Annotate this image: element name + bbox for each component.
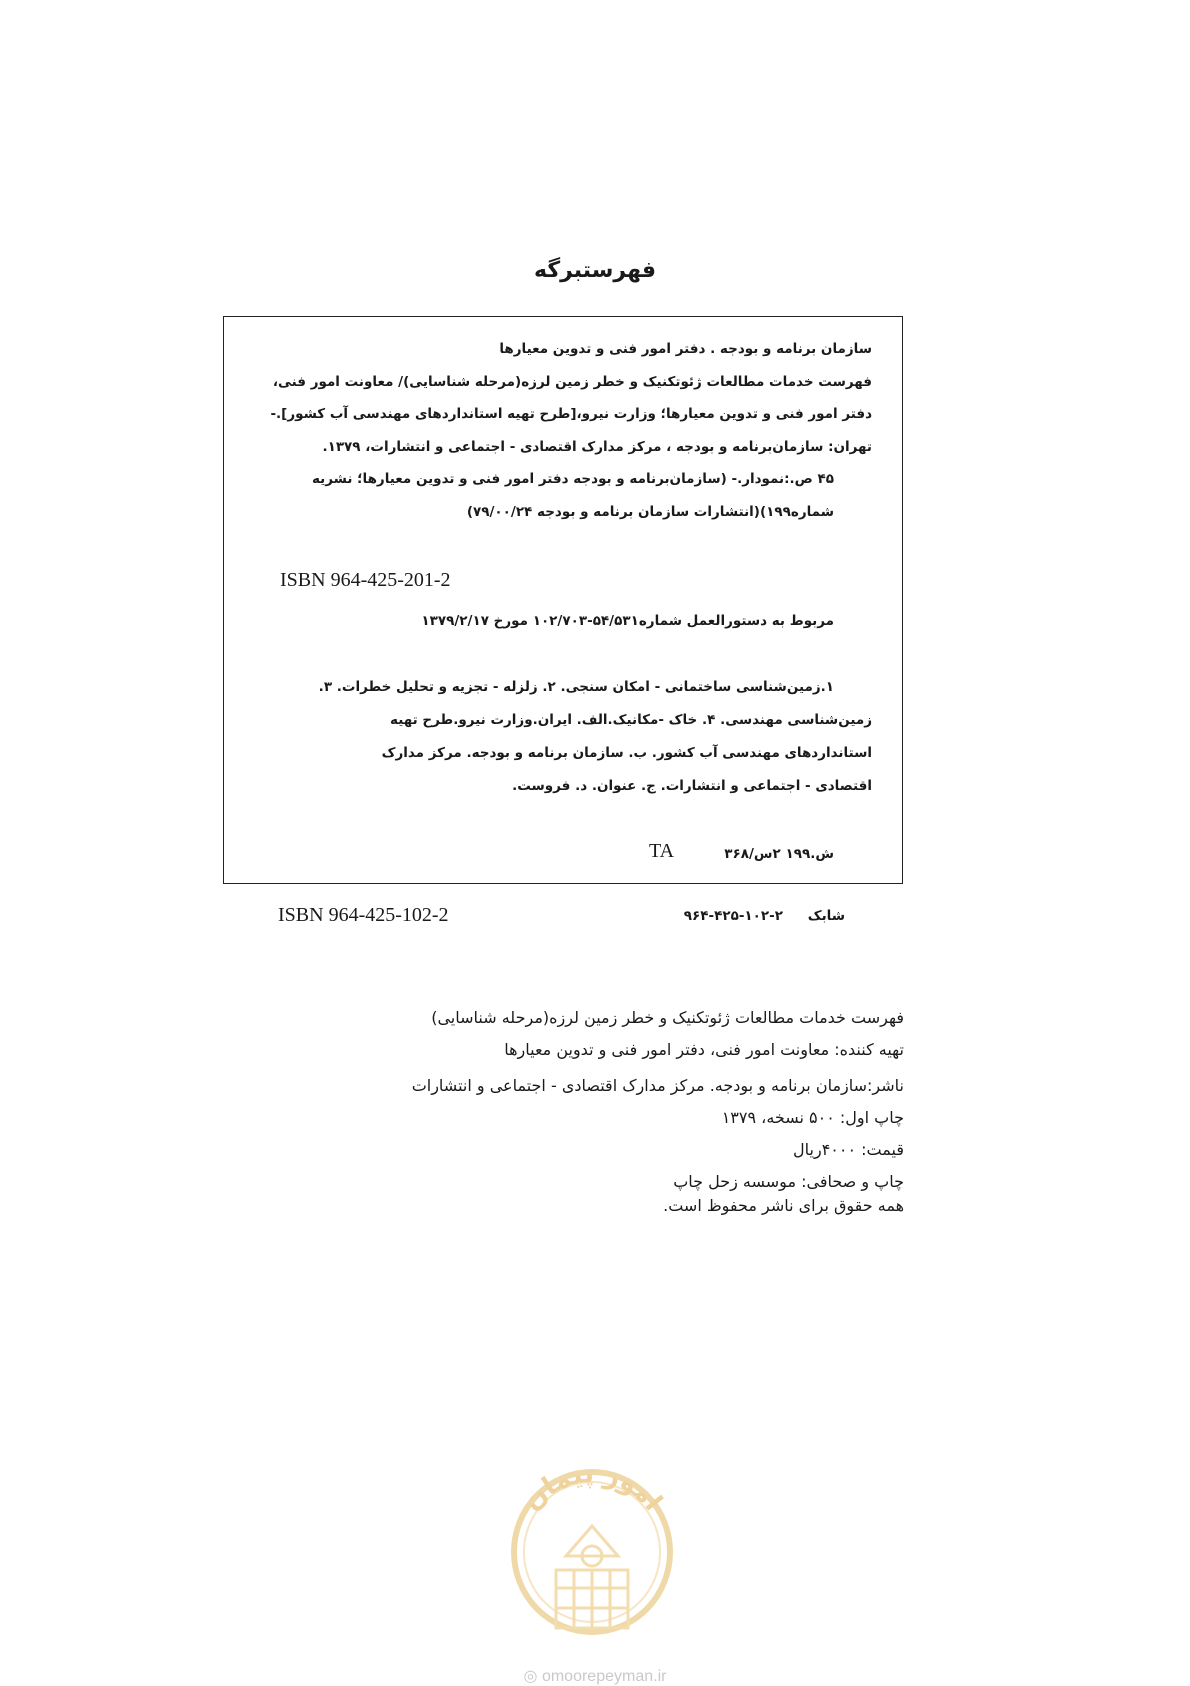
catalog-isbn: ISBN 964-425-201-2 bbox=[280, 569, 451, 591]
catalog-subject-line: استانداردهای مهندسی آب کشور. ب. سازمان برنامه و بودجه. مرکز مدارک bbox=[381, 745, 872, 761]
watermark-url-text: omoorepeyman.ir bbox=[541, 1668, 667, 1685]
book-title: فهرست خدمات مطالعات ژئوتکنیک و خطر زمین لرزه(مرحله شناسایی) bbox=[431, 1008, 904, 1027]
isbn-below-box: ISBN 964-425-102-2 bbox=[278, 904, 449, 926]
publisher: ناشر:سازمان برنامه و بودجه. مرکز مدارک اقتصادی - اجتماعی و انتشارات bbox=[411, 1076, 904, 1095]
shabak-number: ۹۶۴-۴۲۵-۱۰۲-۲ bbox=[683, 908, 783, 924]
catalog-call-number-latin: TA bbox=[649, 840, 675, 862]
prepared-by: تهیه کننده: معاونت امور فنی، دفتر امور فنی و تدوین معیارها bbox=[504, 1040, 904, 1059]
watermark-url bbox=[0, 1666, 1190, 1686]
catalog-card bbox=[223, 316, 903, 884]
catalog-subject-line: زمین‌شناسی مهندسی. ۴. خاک -مکانیک.الف. ایران.وزارت نیرو.طرح تهیه bbox=[390, 712, 872, 728]
catalog-line-collation: ۴۵ ص.:نمودار.- (سازمان‌برنامه و بودجه دفتر امور فنی و تدوین معیارها؛ نشریه bbox=[311, 471, 834, 487]
printer: چاپ و صحافی: موسسه زحل چاپ bbox=[673, 1172, 904, 1191]
page-title: فهرستبرگه bbox=[533, 258, 657, 283]
catalog-related-instruction: مربوط به دستورالعمل شماره۵۴/۵۳۱-۱۰۲/۷۰۳ مورخ ۱۳۷۹/۲/۱۷ bbox=[421, 613, 834, 629]
catalog-subject-line: ۱.زمین‌شناسی ساختمانی - امکان سنجی. ۲. زلزله - تجزیه و تحلیل خطرات. ۳. bbox=[318, 679, 834, 695]
catalog-subject-line: اقتصادی - اجتماعی و انتشارات. ج. عنوان. د. فروست. bbox=[512, 778, 872, 794]
catalog-line-title: فهرست خدمات مطالعات ژئوتکنیک و خطر زمین لرزه(مرحله شناسایی)/ معاونت امور فنی، bbox=[272, 374, 872, 390]
price: قیمت: ۴۰۰۰ریال bbox=[793, 1140, 904, 1159]
catalog-line-imprint: تهران: سازمان‌برنامه و بودجه ، مرکز مدارک اقتصادی - اجتماعی و انتشارات، ۱۳۷۹. bbox=[322, 439, 872, 455]
shabak-label: شابک bbox=[807, 908, 845, 924]
catalog-line-series: شماره۱۹۹)(انتشارات سازمان برنامه و بودجه ۷۹/۰۰/۲۴) bbox=[466, 504, 834, 520]
svg-text:امور پیمان bbox=[517, 1459, 668, 1517]
catalog-line-author: سازمان برنامه و بودجه . دفتر امور فنی و تدوین معیارها bbox=[499, 341, 872, 357]
copyright-notice: همه حقوق برای ناشر محفوظ است. bbox=[663, 1196, 904, 1215]
catalog-line-responsibility: دفتر امور فنی و تدوین معیارها؛ وزارت نیرو،[طرح تهیه استانداردهای مهندسی آب کشور].- bbox=[270, 406, 872, 422]
catalog-call-number: ش.۱۹۹ ۲س/۳۶۸ bbox=[724, 846, 834, 862]
globe-icon: ◎ bbox=[523, 1668, 542, 1685]
publisher-logo-watermark bbox=[482, 1452, 702, 1660]
logo-text: امور پیمان bbox=[517, 1458, 668, 1517]
edition: چاپ اول: ۵۰۰ نسخه، ۱۳۷۹ bbox=[721, 1108, 904, 1127]
